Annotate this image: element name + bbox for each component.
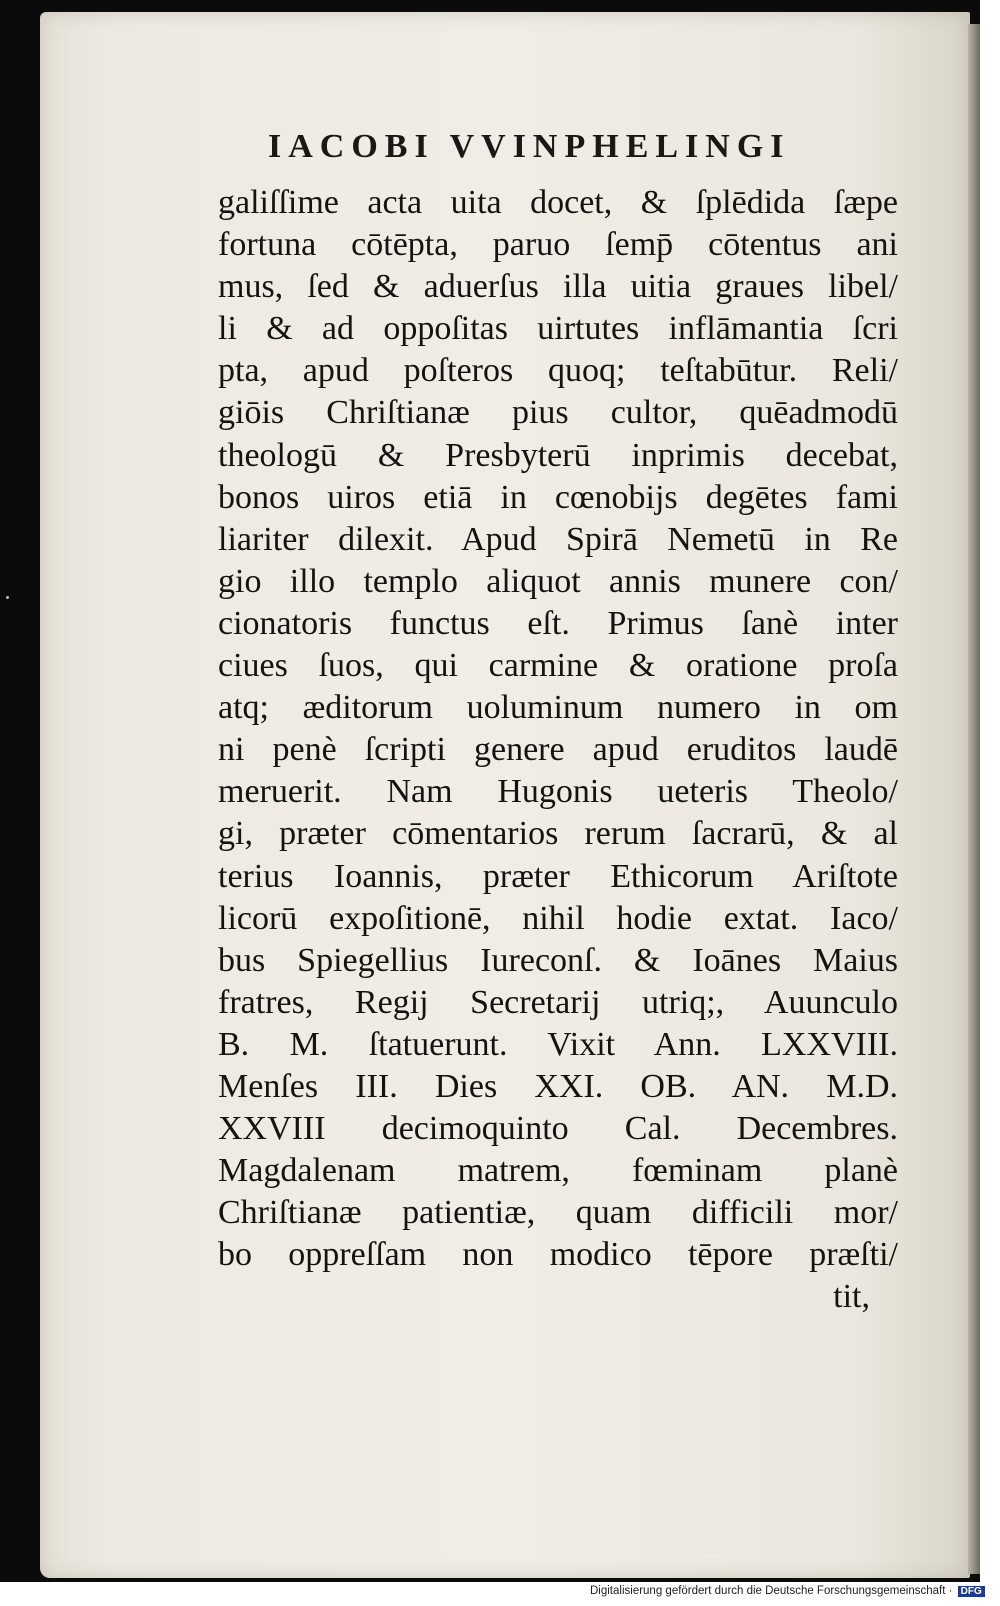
text-line: atq; æditorum uoluminum numero in om: [218, 689, 898, 727]
text-line: bo oppreſſam non modico tēpore præſti/: [218, 1236, 898, 1274]
text-line: terius Ioannis, præter Ethicorum Ariſtote: [218, 857, 898, 895]
text-line: ciues ſuos, qui carmine & oratione proſa: [218, 647, 898, 685]
text-line: mus, ſed & aduerſus illa uitia graues libel/: [218, 268, 898, 306]
running-header: IACOBI VVINPHELINGI: [268, 128, 791, 165]
text-line: theologū & Presbyterū inprimis decebat,: [218, 436, 898, 474]
text-line: XXVIII decimoquinto Cal. Decembres.: [218, 1110, 898, 1148]
text-line: li & ad oppoſitas uirtutes inflāmantia ſcri: [218, 310, 898, 348]
text-line: bonos uiros etiā in cœnobijs degētes fami: [218, 478, 898, 516]
text-line: meruerit. Nam Hugonis ueteris Theolo/: [218, 773, 898, 811]
digitization-credit: [590, 1585, 995, 1597]
text-line: cionatoris functus eſt. Primus ſanè inter: [218, 604, 898, 642]
text-line: fratres, Regij Secretarij utriq;, Auunculo: [218, 983, 898, 1021]
text-line: Chriſtianæ patientiæ, quam difficili mor/: [218, 1194, 898, 1232]
text-line: bus Spiegellius Iureconſ. & Ioānes Maius: [218, 941, 898, 979]
catchword: tit,: [833, 1278, 870, 1316]
text-line: gi, præter cōmentarios rerum ſacrarū, & al: [218, 815, 898, 853]
text-line: ni penè ſcripti genere apud eruditos laudē: [218, 731, 898, 769]
page-edge: [968, 24, 980, 1574]
dfg-logo: DFG: [958, 1586, 985, 1597]
text-line: fortuna cōtēpta, paruo ſemp̄ cōtentus ani: [218, 226, 898, 264]
text-line: galiſſime acta uita docet, & ſplēdida ſæpe: [218, 184, 898, 221]
text-line: pta, apud poſteros quoq; teſtabūtur. Reli/: [218, 352, 898, 390]
body-text: [218, 182, 898, 1319]
text-line: gio illo templo aliquot annis munere con/: [218, 562, 898, 600]
text-line: giōis Chriſtianæ pius cultor, quēadmodū: [218, 394, 898, 432]
credit-text: Digitalisierung gefördert durch die Deutsche Forschungsgemeinschaft ·: [590, 1585, 953, 1597]
dust-speck: [6, 596, 9, 599]
text-line: licorū expoſitionē, nihil hodie extat. Iaco/: [218, 899, 898, 937]
text-line: liariter dilexit. Apud Spirā Nemetū in Re: [218, 520, 898, 558]
text-line: B. M. ſtatuerunt. Vixit Ann. LXXVIII.: [218, 1025, 898, 1063]
text-line: Magdalenam matrem, fœminam planè: [218, 1152, 898, 1190]
text-line: Menſes III. Dies XXI. OB. AN. M.D.: [218, 1067, 898, 1105]
